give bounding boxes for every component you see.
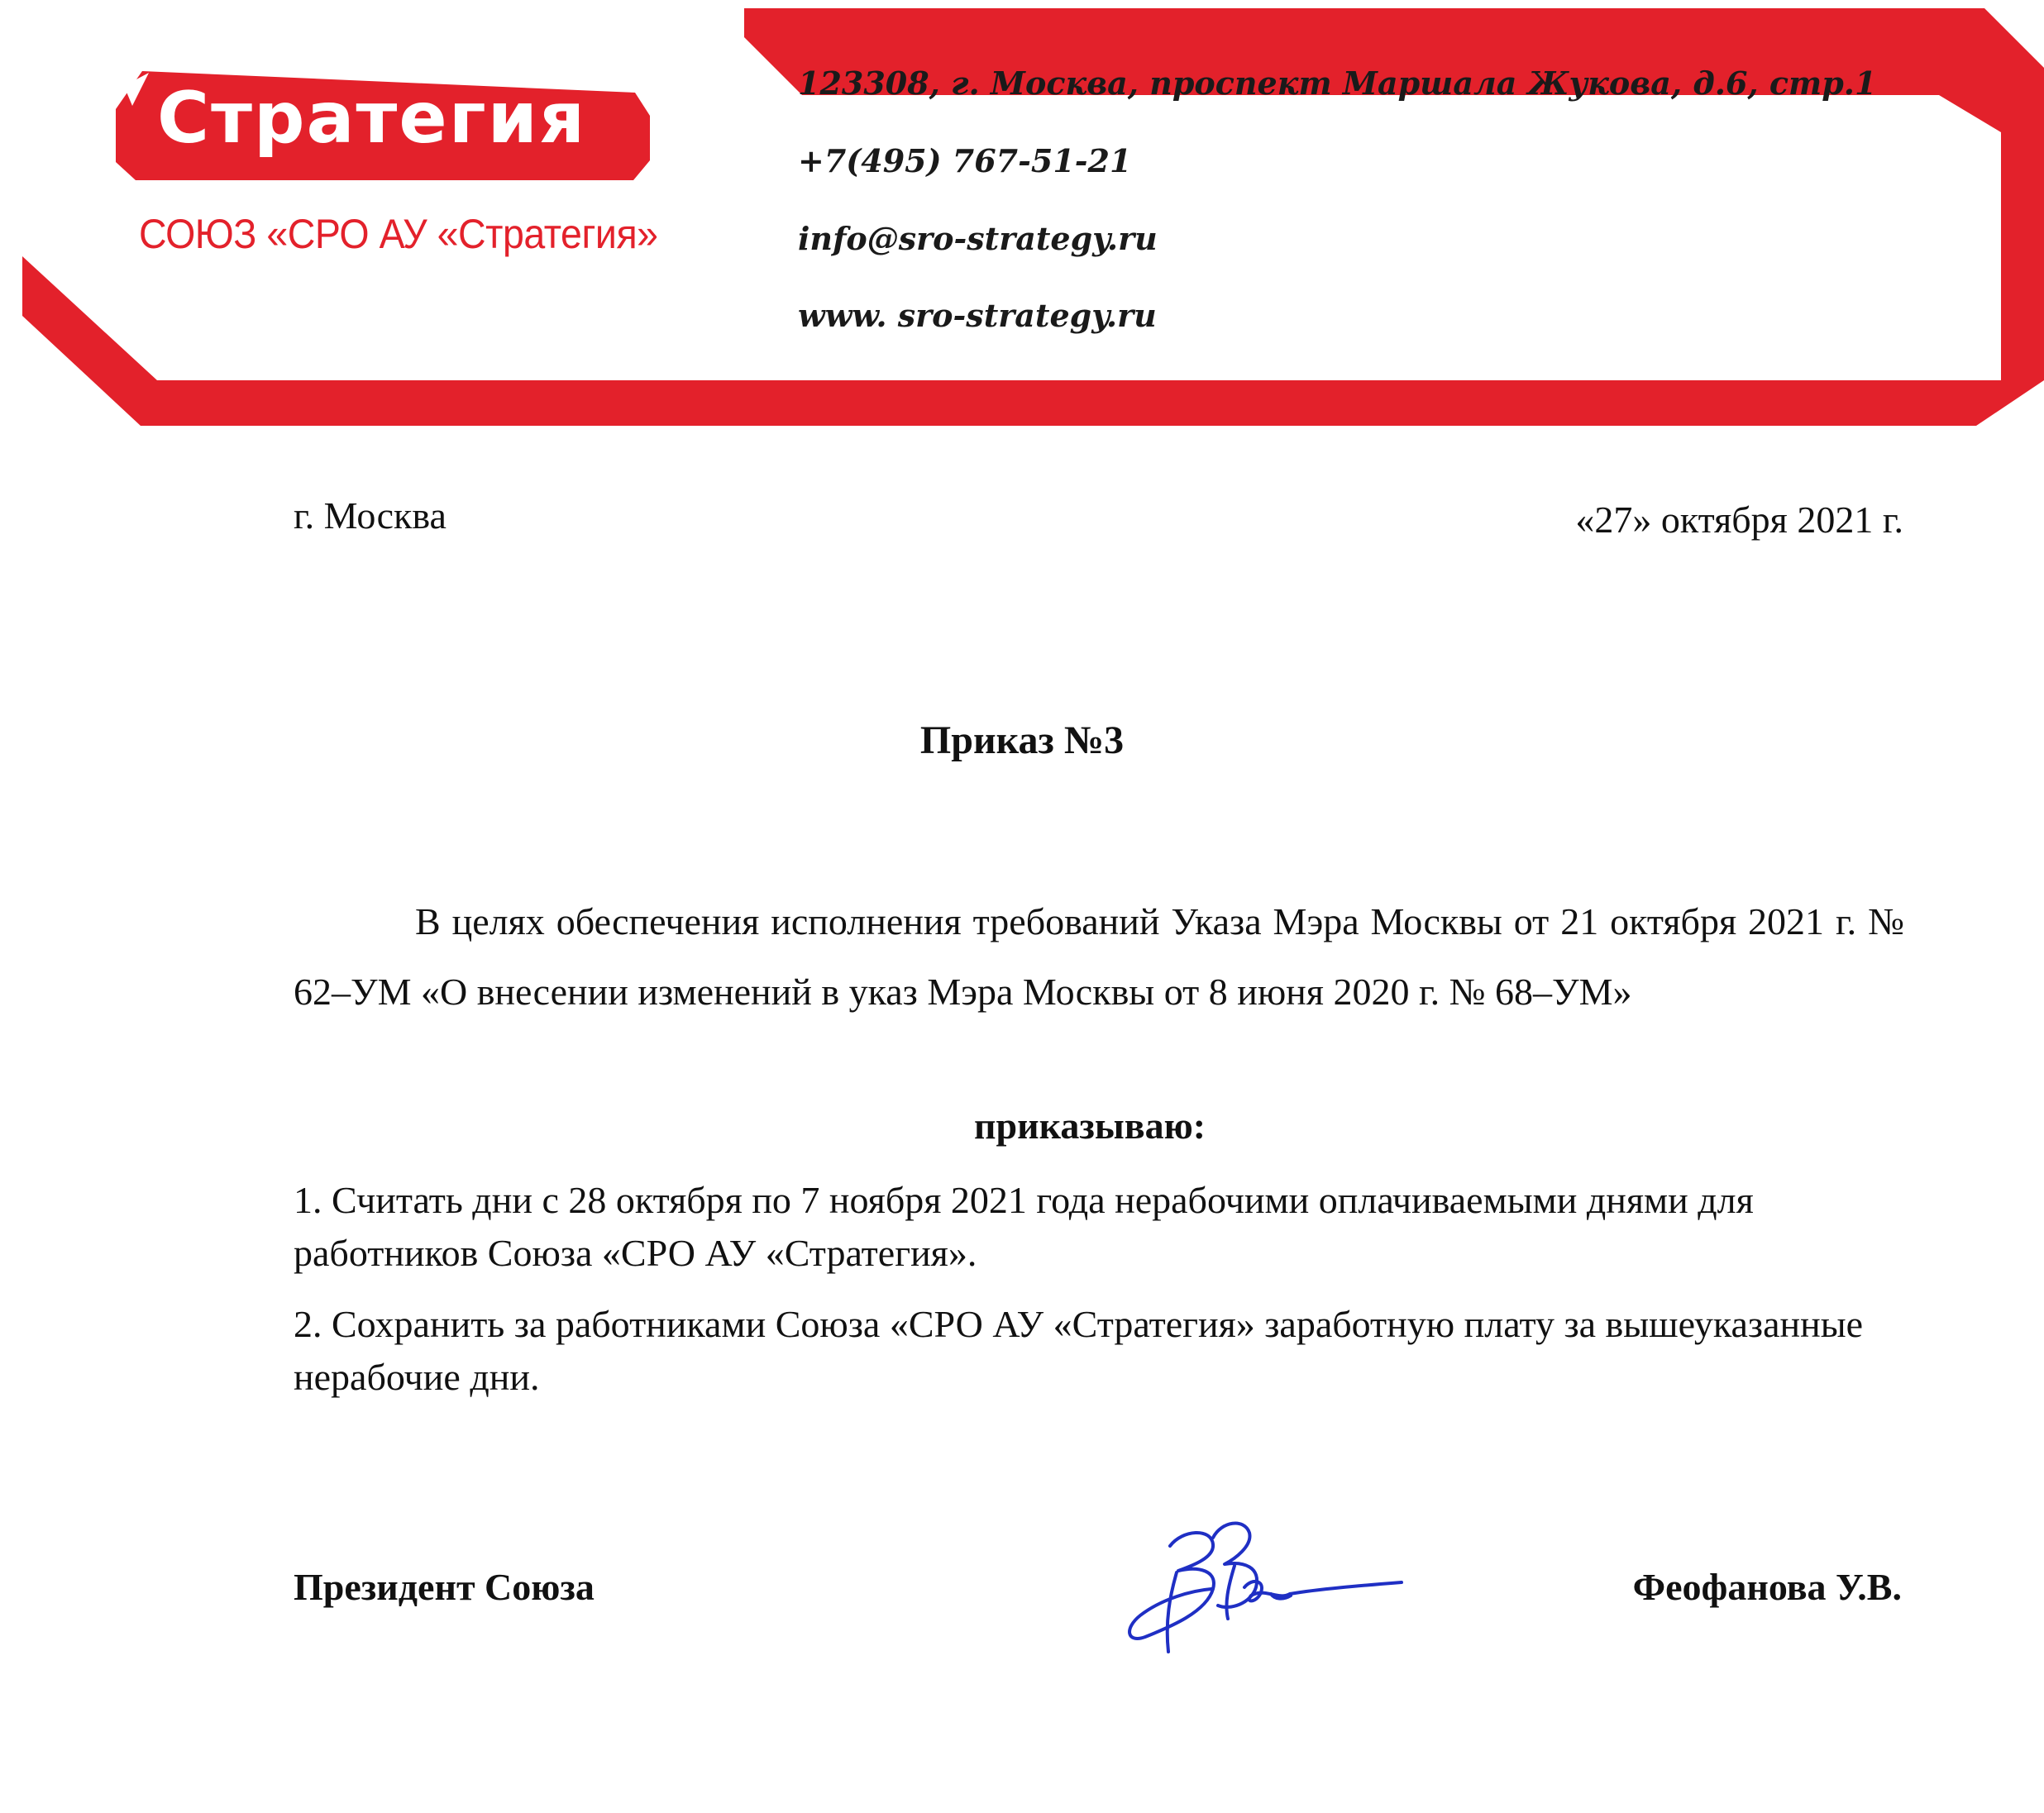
decree-word: приказываю: — [974, 1104, 1206, 1147]
document-city: г. Москва — [294, 494, 447, 537]
contact-email: info@sro-strategy.ru — [798, 220, 1158, 257]
document-title: Приказ №3 — [919, 718, 1125, 762]
contact-address: 123308, г. Москва, проспект Маршала Жукова, д.6, стр.1 — [798, 64, 1877, 102]
order-item: 2. Сохранить за работниками Союза «СРО АУ «Стратегия» заработную плату за вышеуказанные нерабочие дни. — [294, 1303, 1864, 1398]
brand-logo-wordmark: Стратегия — [157, 77, 587, 160]
signer-position: Президент Союза — [294, 1566, 595, 1608]
organization-name: СОЮЗ «СРО АУ «Стратегия» — [139, 211, 658, 257]
document-date: «27» октября 2021 г. — [1575, 499, 1903, 541]
contact-phone: +7(495) 767-51-21 — [798, 142, 1132, 179]
contact-website: www. sro-strategy.ru — [798, 297, 1157, 334]
order-item: 1. Считать дни с 28 октября по 7 ноября 2021 года нерабочими оплачиваемыми днями для работников Союза «СРО АУ «Стратегия». — [294, 1179, 1754, 1274]
document-preamble: В целях обеспечения исполнения требований Указа Мэра Москвы от 21 октября 2021 г. № 62–УМ «О внесении изменений в указ Мэра Москвы от 8 июня 2020 г. № 68–УМ» — [294, 900, 1904, 1013]
signer-name: Феофанова У.В. — [1632, 1566, 1902, 1608]
handwritten-signature — [1120, 1513, 1406, 1670]
